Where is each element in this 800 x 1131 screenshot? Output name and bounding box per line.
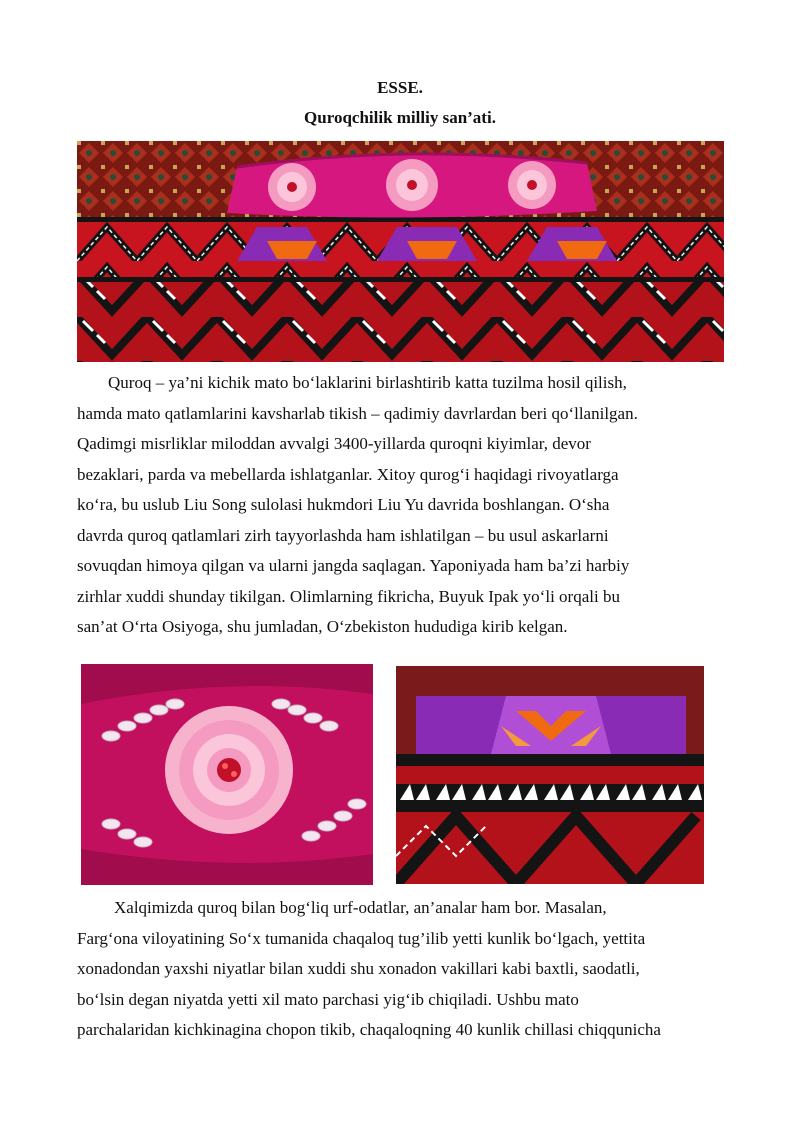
paragraph-line: parchalaridan kichkinagina chopon tikib, chaqaloqning 40 kunlik chillasi chiqqunicha <box>77 1020 661 1039</box>
pink-pillow-photo <box>81 664 373 885</box>
paragraph-line: Quroq – ya’ni kichik mato bo‘laklarini birlashtirib katta tuzilma hosil qilish, <box>108 373 627 392</box>
paragraph-line: Farg‘ona viloyatining So‘x tumanida chaqaloq tug’ilib yetti kunlik bo‘lgach, yettita <box>77 928 646 948</box>
paragraph-line: bezaklari, parda va mebellarda ishlatganlar. Xitoy qurog‘i haqidagi rivoyatlarga <box>77 464 619 484</box>
paragraph-line: Xalqimizda quroq bilan bog‘liq urf-odatlar, an’analar ham bor. Masalan, <box>114 898 607 917</box>
paragraph-line: xonadondan yaxshi niyatlar bilan xuddi shu xonadon vakillari kabi baxtli, saodatli, <box>77 959 640 978</box>
paragraph-line: bo‘lsin degan niyatda yetti xil mato parchasi yig‘ib chiqiladi. Ushbu mato <box>77 989 579 1009</box>
paragraph-line: sovuqdan himoya qilgan va ularni jangda saqlagan. Yaponiyada ham ba’zi harbiy <box>77 556 630 575</box>
patchwork-closeup-photo <box>396 666 704 884</box>
paragraph-history <box>77 368 727 643</box>
paragraph-traditions <box>77 893 727 1046</box>
paragraph-line: zirhlar xuddi shunday tikilgan. Olimlarning fikricha, Buyuk Ipak yo‘li orqali bu <box>77 586 620 606</box>
paragraph-line: hamda mato qatlamlarini kavsharlab tikish – qadimiy davrlardan beri qo‘llanilgan. <box>77 403 638 423</box>
paragraph-line: ko‘ra, bu uslub Liu Song sulolasi hukmdori Liu Yu davrida boshlangan. O‘sha <box>77 495 610 514</box>
essay-title: ESSE. <box>377 78 423 97</box>
quilts-stack-photo <box>77 141 724 362</box>
paragraph-line: davrda quroq qatlamlari zirh tayyorlashda ham ishlatilgan – bu usul askarlarni <box>77 525 609 545</box>
paragraph-line: san’at O‘rta Osiyoga, shu jumladan, O‘zbekiston hududiga kirib kelgan. <box>77 617 568 636</box>
essay-subtitle: Quroqchilik milliy san’ati. <box>304 108 496 127</box>
paragraph-line: Qadimgi misrliklar miloddan avvalgi 3400-yillarda quroqni kiyimlar, devor <box>77 434 591 453</box>
